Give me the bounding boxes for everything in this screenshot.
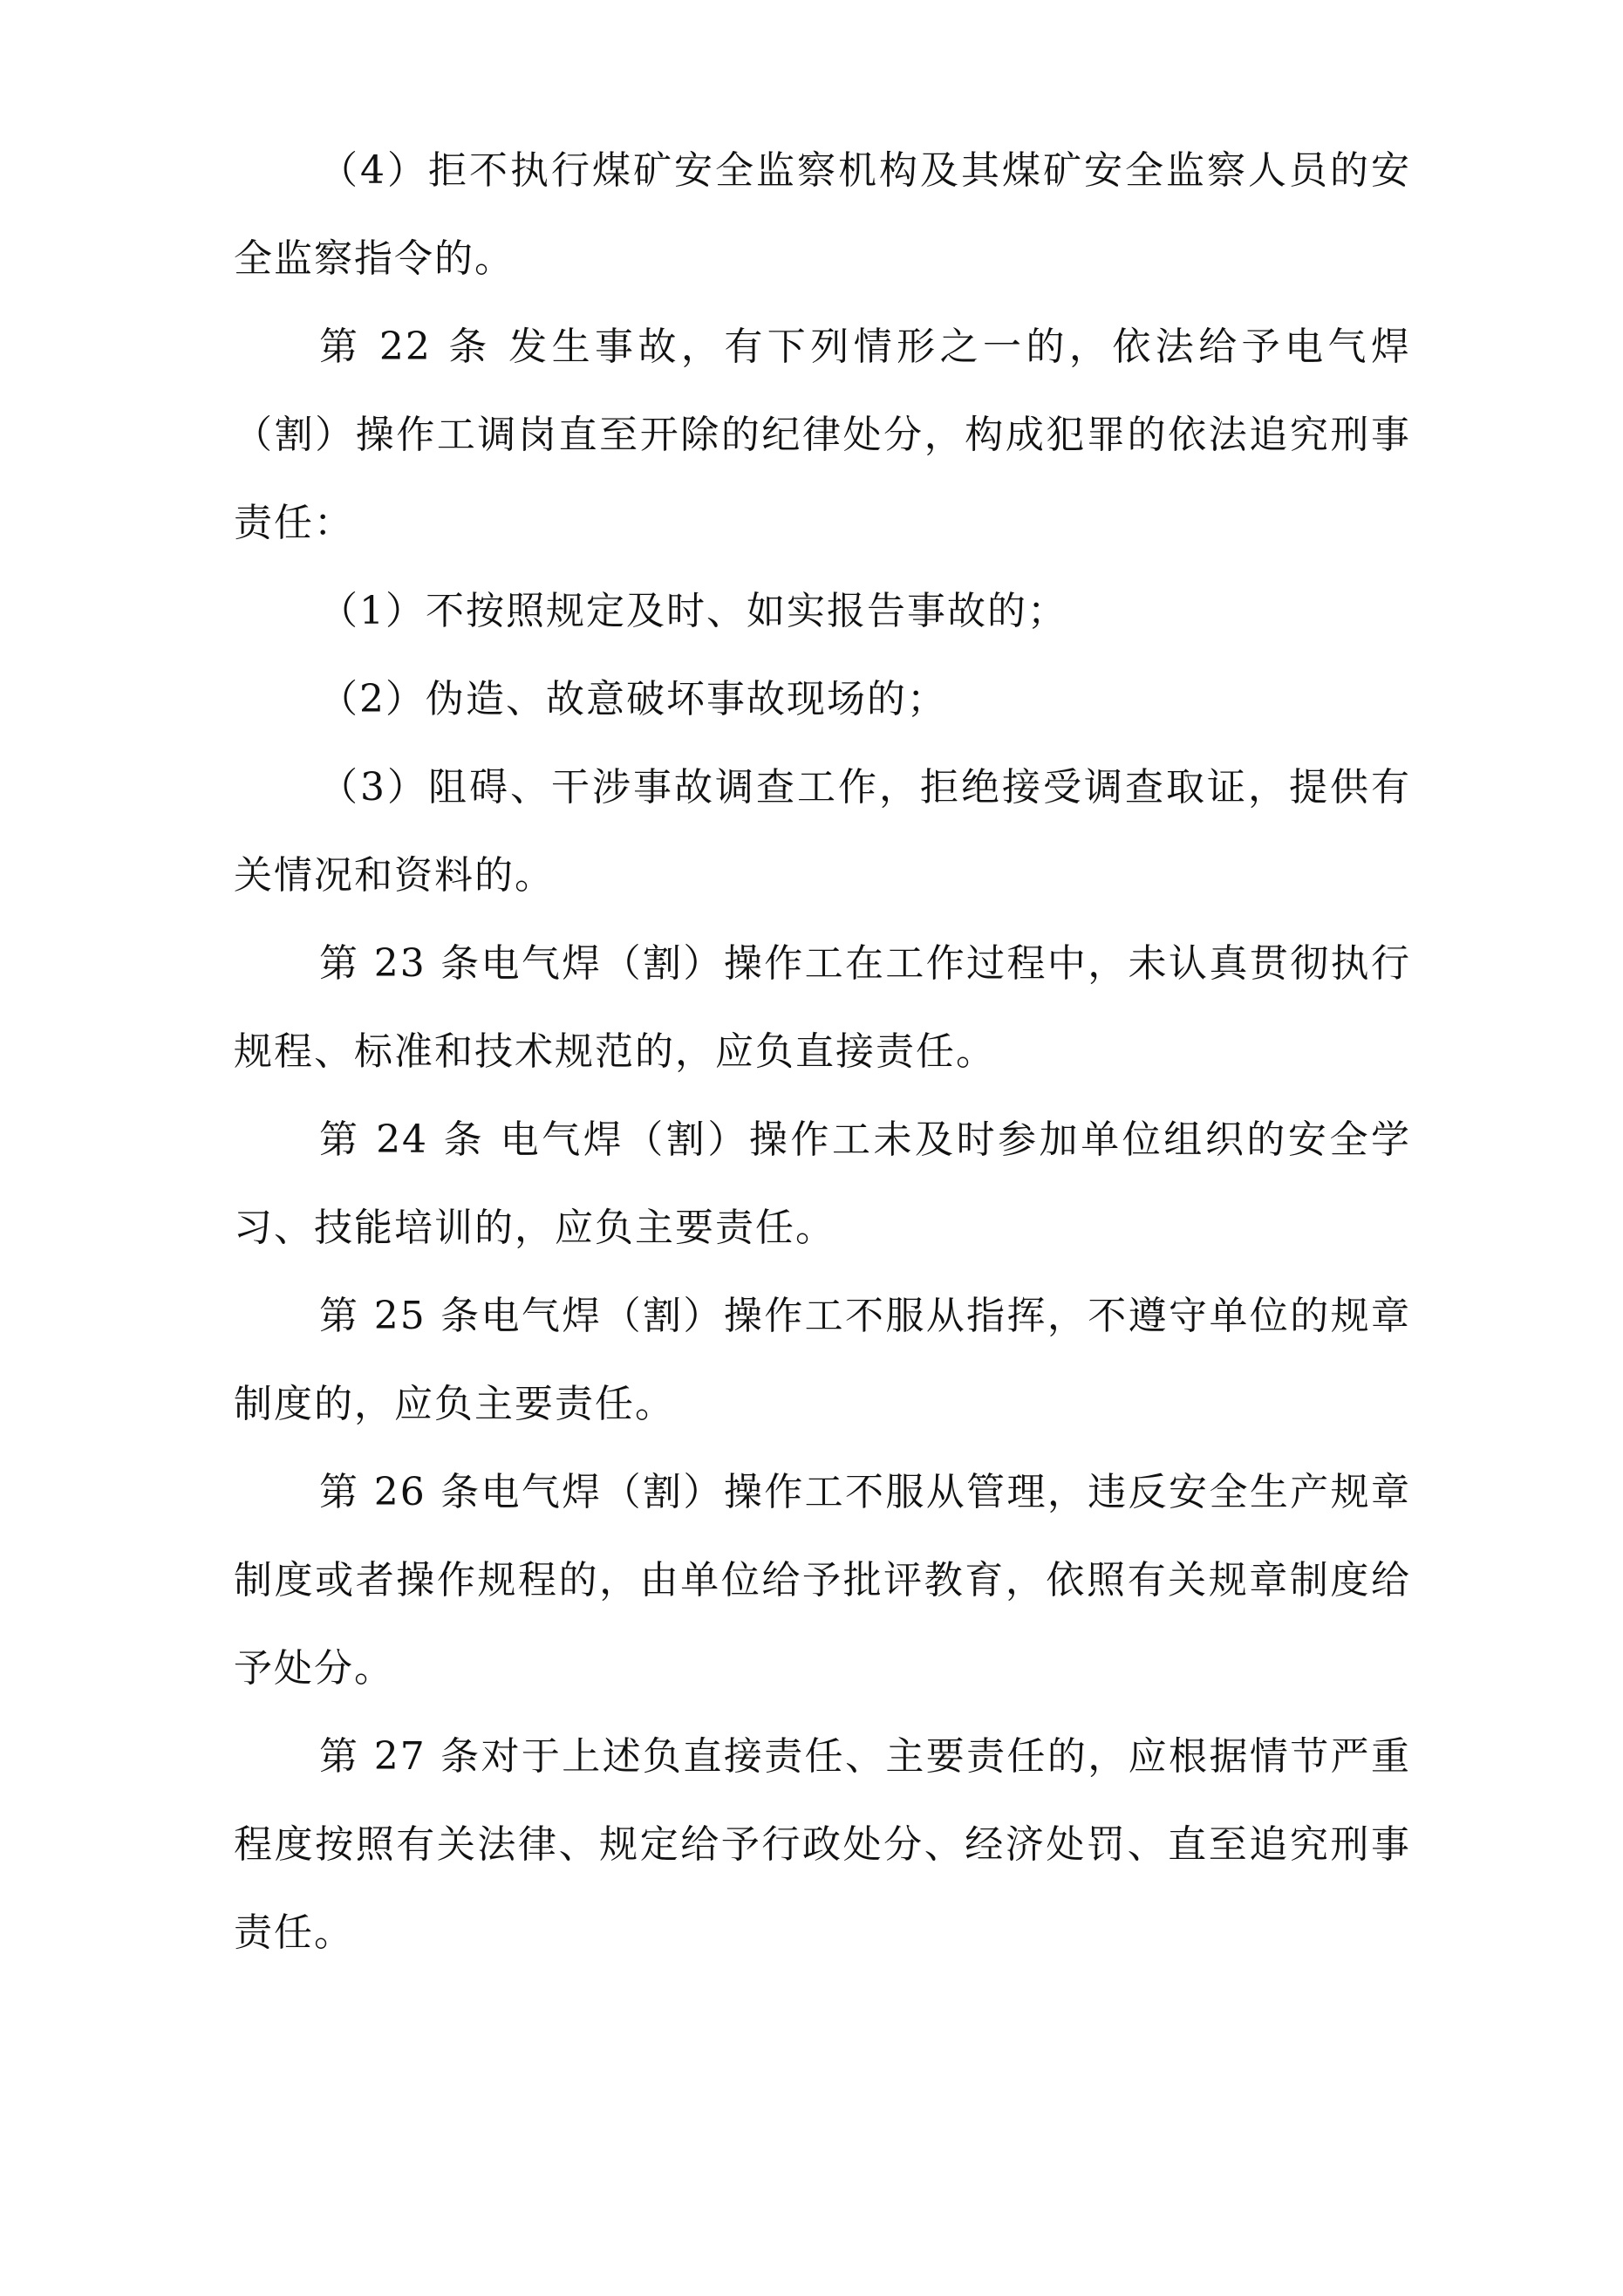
- article-24: 第 24 条 电气焊（割）操作工未及时参加单位组织的安全学习、技能培训的，应负主要责任。: [234, 1117, 1411, 1250]
- article-23: 第 23 条电气焊（割）操作工在工作过程中，未认真贯彻执行规程、标准和技术规范的，应负直接责任。: [234, 941, 1411, 1074]
- article-22: 第 22 条 发生事故，有下列情形之一的，依法给予电气焊（割）操作工调岗直至开除的纪律处分，构成犯罪的依法追究刑事责任：: [234, 325, 1411, 545]
- document-body: [234, 126, 1411, 1977]
- article-22-item-1: （1）不按照规定及时、如实报告事故的；: [319, 589, 1067, 633]
- article-22-item-3: （3）阻碍、干涉事故调查工作，拒绝接受调查取证，提供有关情况和资料的。: [234, 765, 1411, 898]
- article-27: 第 27 条对于上述负直接责任、主要责任的，应根据情节严重程度按照有关法律、规定给予行政处分、经济处罚、直至追究刑事责任。: [234, 1734, 1411, 1955]
- article-25: 第 25 条电气焊（割）操作工不服从指挥，不遵守单位的规章制度的，应负主要责任。: [234, 1294, 1411, 1426]
- article-22-item-2: （2）伪造、故意破坏事故现场的；: [319, 677, 947, 721]
- article-26: 第 26 条电气焊（割）操作工不服从管理，违反安全生产规章制度或者操作规程的，由单位给予批评教育，依照有关规章制度给予处分。: [234, 1470, 1411, 1691]
- paragraph-item-4-refuse-directive: （4）拒不执行煤矿安全监察机构及其煤矿安全监察人员的安全监察指令的。: [234, 148, 1411, 281]
